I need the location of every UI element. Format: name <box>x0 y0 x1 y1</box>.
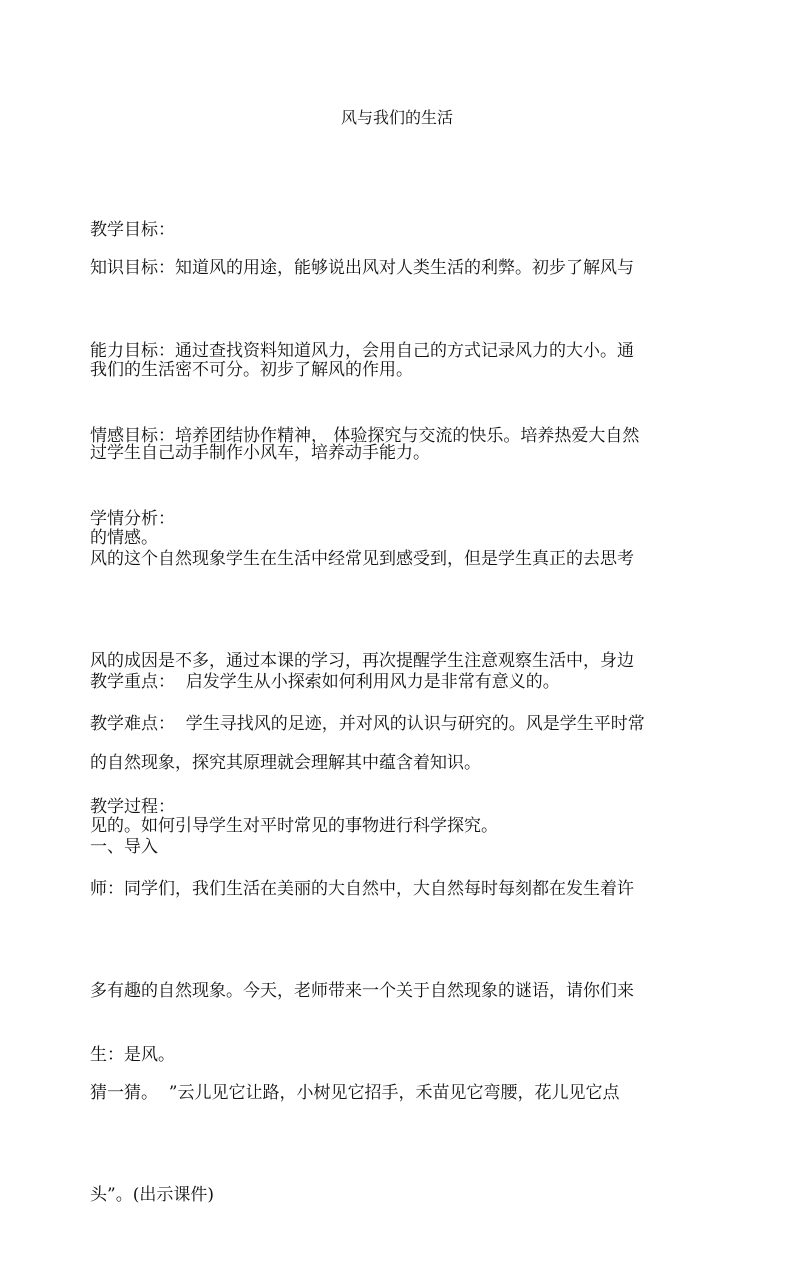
text-line: 我们的生活密不可分。初步了解风的作用。 <box>90 360 413 380</box>
text-line: 教学重点： 启发学生从小探索如何利用风力是非常有意义的。 <box>90 672 560 692</box>
document-title: 风与我们的生活 <box>340 108 453 127</box>
text-line: 一、导入 <box>90 837 158 857</box>
text-line: 猜一猜。 ”云儿见它让路，小树见它招手，禾苗见它弯腰，花儿见它点 <box>90 1083 620 1103</box>
text-line: 的自然现象，探究其原理就会理解其中蕴含着知识。 <box>90 753 481 773</box>
text-line: 的情感。 <box>90 528 158 548</box>
text-line: 情感目标：培养团结协作精神， 体验探究与交流的快乐。培养热爱大自然 <box>90 426 640 446</box>
text-line: 能力目标：通过查找资料知道风力，会用自己的方式记录风力的大小。通 <box>90 341 634 361</box>
text-line: 过学生自己动手制作小风车，培养动手能力。 <box>90 443 430 463</box>
text-line: 风的这个自然现象学生在生活中经常见到感受到，但是学生真正的去思考 <box>90 549 634 569</box>
text-line: 风的成因是不多，通过本课的学习，再次提醒学生注意观察生活中，身边 <box>90 651 634 671</box>
text-line: 见的。如何引导学生对平时常见的事物进行科学探究。 <box>90 816 498 836</box>
text-line: 教学目标： <box>90 220 175 240</box>
text-line: 师：同学们，我们生活在美丽的大自然中，大自然每时每刻都在发生着许 <box>90 879 634 899</box>
text-line: 教学过程： <box>90 797 175 817</box>
text-line: 多有趣的自然现象。今天，老师带来一个关于自然现象的谜语，请你们来 <box>90 981 634 1001</box>
text-line: 头”。(出示课件) <box>90 1185 214 1205</box>
text-line: 知识目标：知道风的用途，能够说出风对人类生活的利弊。初步了解风与 <box>90 258 634 278</box>
text-line: 学情分析： <box>90 509 175 529</box>
text-line: 教学难点： 学生寻找风的足迹，并对风的认识与研究的。风是学生平时常 <box>90 714 645 734</box>
student-dialogue-paragraph <box>90 970 704 1140</box>
text-line: 生：是风。 <box>90 1045 175 1065</box>
